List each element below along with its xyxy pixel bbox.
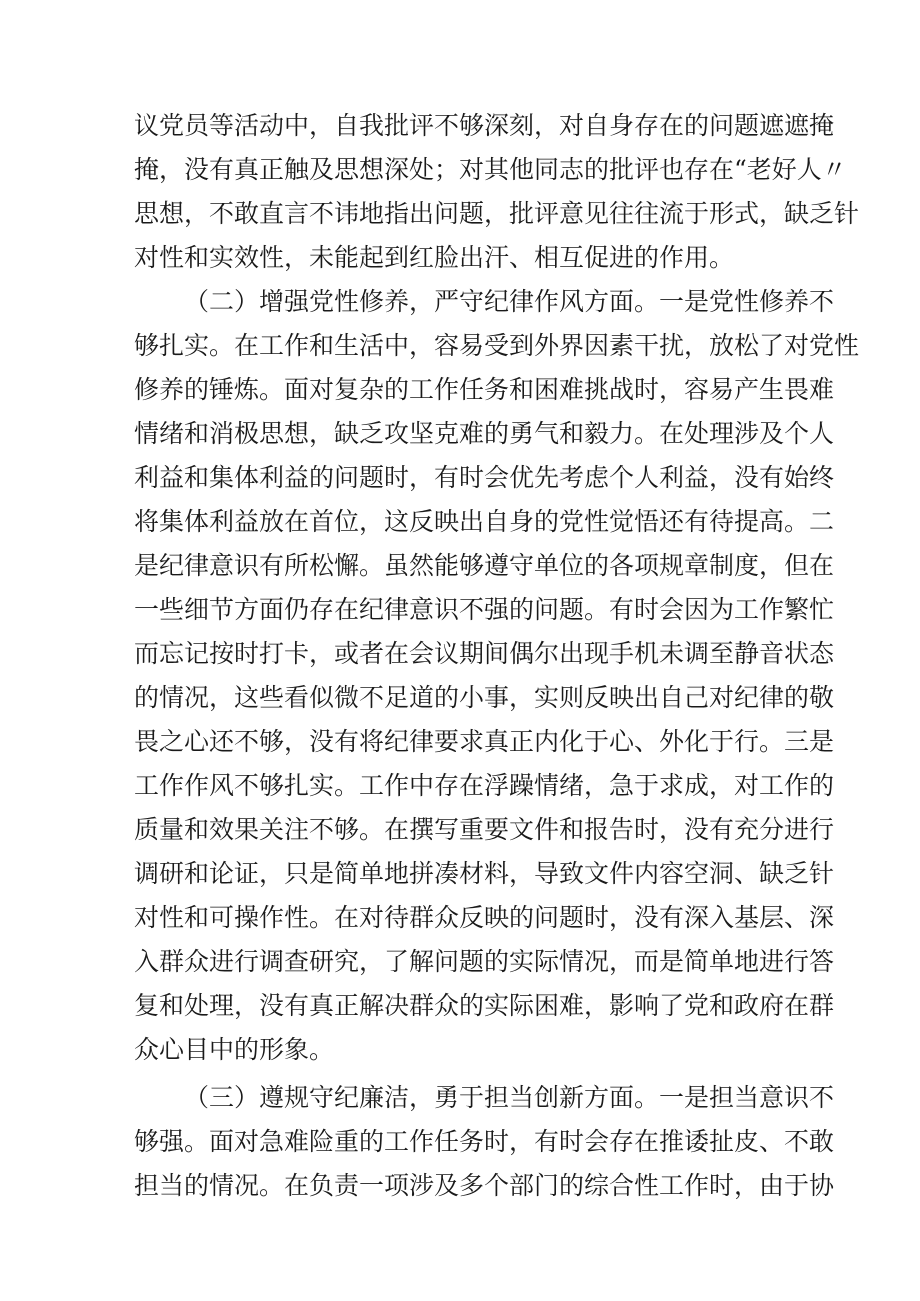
section-heading-line: （二）增强党性修养，严守纪律作风方面。一是党性修养不 <box>184 287 835 316</box>
text-line: 是纪律意识有所松懈。虽然能够遵守单位的各项规章制度，但在 <box>134 551 835 580</box>
text-line: 复和处理，没有真正解决群众的实际困难，影响了党和政府在群 <box>134 991 835 1020</box>
text-line: 够强。面对急难险重的工作任务时，有时会存在推诿扯皮、不敢 <box>134 1127 835 1156</box>
text-line: 畏之心还不够，没有将纪律要求真正内化于心、外化于行。三是 <box>134 727 835 756</box>
text-line: 将集体利益放在首位，这反映出自身的党性觉悟还有待提高。二 <box>134 507 835 536</box>
text-line: 掩，没有真正触及思想深处；对其他同志的批评也存在“老好人〃 <box>134 155 847 184</box>
text-line: 一些细节方面仍存在纪律意识不强的问题。有时会因为工作繁忙 <box>134 595 835 624</box>
text-line: 调研和论证，只是简单地拼凑材料，导致文件内容空洞、缺乏针 <box>134 859 835 888</box>
text-line: 够扎实。在工作和生活中，容易受到外界因素干扰，放松了对党性 <box>134 331 860 360</box>
text-line: 对性和实效性，未能起到红脸出汗、相互促进的作用。 <box>134 243 735 272</box>
text-line: 议党员等活动中，自我批评不够深刻，对自身存在的问题遮遮掩 <box>134 111 835 140</box>
text-line: 利益和集体利益的问题时，有时会优先考虑个人利益，没有始终 <box>134 463 835 492</box>
text-line: 质量和效果关注不够。在撰写重要文件和报告时，没有充分进行 <box>134 815 835 844</box>
text-line: 修养的锤炼。面对复杂的工作任务和困难挑战时，容易产生畏难 <box>134 375 835 404</box>
text-line: 情绪和消极思想，缺乏攻坚克难的勇气和毅力。在处理涉及个人 <box>134 419 835 448</box>
text-line: 工作作风不够扎实。工作中存在浮躁情绪，急于求成，对工作的 <box>134 771 835 800</box>
section-heading-line: （三）遵规守纪廉洁，勇于担当创新方面。一是担当意识不 <box>184 1083 835 1112</box>
text-line: 思想，不敢直言不讳地指出问题，批评意见往往流于形式，缺乏针 <box>134 199 860 228</box>
text-line: 对性和可操作性。在对待群众反映的问题时，没有深入基层、深 <box>134 903 835 932</box>
text-line: 而忘记按时打卡，或者在会议期间偶尔出现手机未调至静音状态 <box>134 639 835 668</box>
text-line: 入群众进行调查研究，了解问题的实际情况，而是简单地进行答 <box>134 947 835 976</box>
text-line: 的情况，这些看似微不足道的小事，实则反映出自己对纪律的敬 <box>134 683 835 712</box>
text-line: 担当的情况。在负责一项涉及多个部门的综合性工作时，由于协 <box>134 1171 835 1200</box>
text-line: 众心目中的形象。 <box>134 1035 335 1064</box>
